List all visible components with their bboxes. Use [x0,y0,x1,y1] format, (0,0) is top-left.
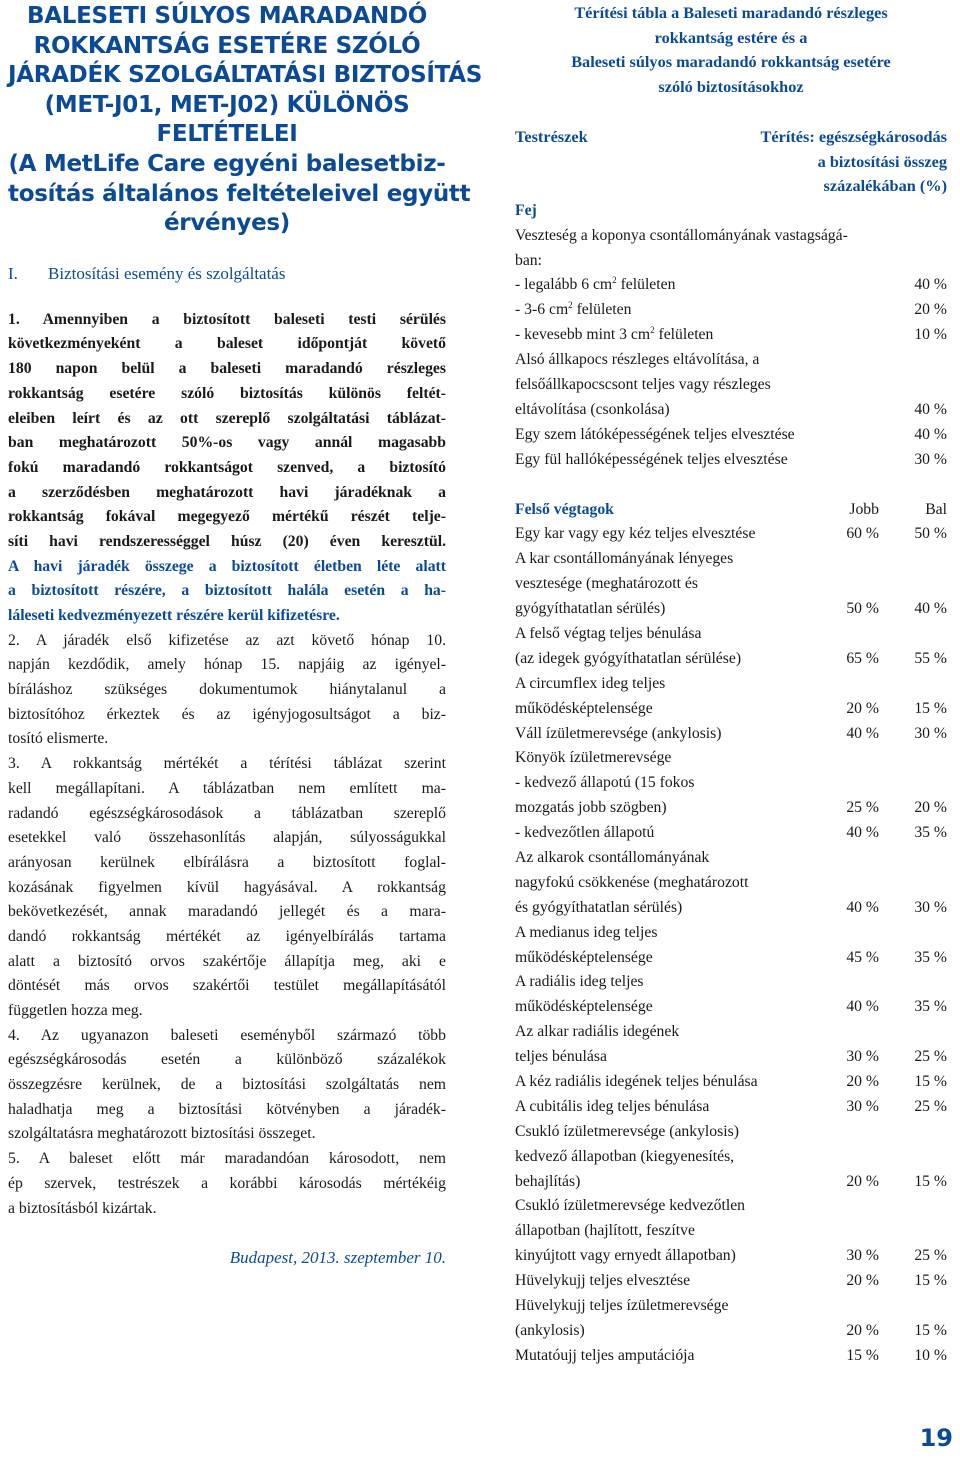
table-row [515,821,947,846]
left-column [8,0,483,1268]
table-row [515,622,947,647]
row-label: A cubitális ideg teljes bénulása [515,1097,710,1115]
table-row [515,323,947,348]
section-heading [8,260,446,288]
value-left-side: 25 % [914,1048,947,1066]
row-label: működésképtelensége [515,948,653,966]
superscript: 2 [568,300,573,311]
value-left-side: 30 % [914,898,947,916]
title-line: JÁRADÉK SZOLGÁLTATÁSI BIZTOSÍTÁS [8,62,483,89]
value-left-side: 25 % [914,1247,947,1265]
paragraph-2 [8,629,446,752]
value-left-side: 25 % [914,1097,947,1115]
value-right-side: 30 % [846,1097,879,1115]
group-heading-head [515,199,947,224]
group-heading-upper-limbs [515,498,947,523]
value-left-side: 55 % [914,649,947,667]
table-row [515,1269,947,1294]
row-label: (ankylosis) [515,1321,585,1339]
signature-date: Budapest, 2013. szeptember 10. [229,1248,446,1268]
table-row [515,1244,947,1269]
superscript: 2 [612,275,617,286]
paragraph-line: tosító elismerte. [8,730,109,748]
row-label: - kevesebb mint 3 $cm^2$ felületen [515,325,714,344]
paragraph-line: szolgáltatásra meghatározott biztosítási összeget. [8,1125,316,1143]
column-header-body-parts: Testrészek [515,126,588,146]
value-right-side: 15 % [846,1346,879,1364]
paragraph-line: 2. A járadék első kifizetése az azt követő hónap 10. [8,631,446,649]
paragraph-line: a biztosított részére, a biztosított halála esetén a ha- [8,582,446,600]
value-right-side: 25 % [846,799,879,817]
row-label: Az alkarok csontállományának [515,848,710,866]
row-label: kinyújtott vagy ernyedt állapotban) [515,1247,736,1265]
row-label: Alsó állkapocs részleges eltávolítása, a [515,351,760,369]
row-label: gyógyíthatatlan sérülés) [515,600,666,618]
value-left-side: 20 % [914,799,947,817]
table-row [515,1045,947,1070]
row-label: A kéz radiális idegének teljes bénulása [515,1072,758,1090]
group-title: Fej [515,201,537,219]
table-title-line: Térítési tábla a Baleseti maradandó részleges [574,3,888,22]
value-left-side: 50 % [914,525,947,543]
paragraph-line: síti havi rendszerességgel húsz (20) éven keresztül. [8,532,446,550]
value-right-side: 50 % [846,600,879,618]
value-right-side: 40 % [846,724,879,742]
paragraph-line: rokkantság esetére szóló biztosítás különös feltét- [8,384,446,402]
paragraph-line: 180 napon belül a baleseti maradandó részleges [8,360,446,378]
page-number: 19 [919,1424,953,1452]
value-left-side: 15 % [914,699,947,717]
table-row [515,522,947,547]
paragraph-line: dandó rokkantság mértékét az igényelbírálás tartama [8,927,446,945]
paragraph-line: biztosítóhoz érkeztek és az igényjogosultságot a biz- [8,705,446,723]
value-left-side: 10 % [914,1346,947,1364]
table-row [515,224,947,249]
column-header-compensation [761,125,947,199]
table-title-line: Baleseti súlyos maradandó rokkantság esetére [571,52,891,72]
table-row [515,921,947,946]
table-row [515,1170,947,1195]
value-right-side: 45 % [846,948,879,966]
table-row [515,1020,947,1045]
paragraph-line: 5. A baleset előtt már maradandóan károsodott, nem [8,1150,446,1168]
table-row [515,697,947,722]
table-row [515,970,947,995]
value-left-side: 40 % [914,600,947,618]
table-row [515,1120,947,1145]
value-right-side: 20 % [846,1072,879,1090]
table-title-line: szóló biztosításokhoz [658,77,804,97]
table-row [515,1319,947,1344]
column-header-left-side: Bal [925,500,947,518]
paragraph-line: kell megállapítani. A táblázatban nem említett ma- [8,779,446,797]
table-row [515,647,947,672]
title-line: érvényes) [163,210,290,237]
paragraph-line: kozásának figyelmen kívül hagyásával. A rokkantság [8,878,446,896]
row-label: Hüvelykujj teljes ízületmerevsége [515,1297,729,1314]
table-row [515,946,947,971]
row-label: - kedvezőtlen állapotú [515,824,655,842]
value-right-side: 30 % [846,1048,879,1066]
row-label: Egy kar vagy egy kéz teljes elvesztése [515,525,756,543]
table-row [515,1219,947,1244]
row-label: (az idegek gyógyíthatatlan sérülése) [515,649,742,667]
table-row [515,249,947,274]
right-column [515,0,947,1369]
paragraph-line: 1. Amennyiben a biztosított baleseti testi sérülés [8,310,446,328]
table-row [515,1095,947,1120]
table-row [515,1344,947,1369]
paragraph-line: 3. A rokkantság mértékét a térítési táblázat szerint [8,755,446,773]
row-label: - 3-6 $cm^2$ felületen [515,300,632,319]
row-label: Az alkar radiális idegének [515,1023,680,1041]
paragraph-line: 4. Az ugyanazon baleseti eseményből származó több [8,1026,446,1044]
table-row [515,423,947,448]
value-left-side: 35 % [914,998,947,1016]
paragraph-4 [8,1024,446,1147]
row-label: A radiális ideg teljes [515,973,644,991]
value-left-side: 15 % [914,1072,947,1090]
paragraph-line: láleseti kedvezményezett részére kerül kifizetésre. [8,607,340,624]
table-row [515,273,947,298]
table-row [515,672,947,697]
paragraph-line: napján kezdődik, amely hónap 15. napjáig az igényel- [8,656,446,674]
table-row [515,597,947,622]
row-label: Hüvelykujj teljes elvesztése [515,1272,691,1290]
paragraph-line: haladhatja meg a biztosítási kötvényben a járadék- [8,1100,446,1118]
row-label: Egy fül hallóképességének teljes elvesztése [515,450,788,468]
paragraph-line: esetekkel való összehasonlítás alapján, súlyosságukkal [8,829,446,847]
row-label: működésképtelensége [515,699,653,717]
paragraph-line: döntését más orvos szakértői testület megállapításától [8,977,446,995]
paragraph-line: radandó egészségkárosodások a táblázatban szereplő [8,804,446,822]
table-header [515,125,947,199]
value-left-side: 35 % [914,948,947,966]
table-row [515,1070,947,1095]
row-label: teljes bénulása [515,1048,607,1066]
table-row [515,348,947,373]
paragraph-line: bekövetkezését, annak maradandó jellegét és a mara- [8,903,446,921]
paragraph-line: egészségkárosodás esetén a különböző százalékok [8,1051,446,1069]
table-row [515,746,947,771]
title-line: (A MetLife Care egyéni balesetbiz- [8,150,446,177]
title-line: BALESETI SÚLYOS MARADANDÓ [27,3,427,29]
title-line: (MET-J01, MET-J02) KÜLÖNÖS [44,91,410,118]
value-left-side: 15 % [914,1172,947,1190]
paragraph-line: ép szervek, testrészek a korábbi károsodás mértékéig [8,1174,446,1192]
value-left-side: 35 % [914,824,947,842]
table-row [515,398,947,423]
header-line: százalékában (%) [823,176,947,196]
table-row [515,896,947,921]
row-value: 10 % [914,326,947,344]
row-label: - legalább 6 $cm^2$ felületen [515,275,676,294]
title-line: tosítás általános feltételeivel együtt [8,180,471,207]
table-row [515,796,947,821]
paragraph-line: bíráláshoz szükséges dokumentumok hiánytalanul a [8,681,446,699]
title-line: ROKKANTSÁG ESETÉRE SZÓLÓ [33,32,421,59]
table-row [515,373,947,398]
paragraph-line: rokkantság fokával megegyező mértékű részét telje- [8,508,446,526]
paragraph-line: arányosan kerülnek elbírálásra a biztosított foglal- [8,853,446,871]
paragraph-line: ban meghatározott 50%-os vagy annál magasabb [8,434,446,452]
limb-group-rows [515,522,947,1368]
row-label: vesztesége (meghatározott és [515,575,698,593]
paragraph-line: a biztosításból kizártak. [8,1199,157,1217]
paragraph-line: összegzésre kerülnek, de a biztosítási szolgáltatás nem [8,1076,446,1094]
row-label: állapotban (hajlított, feszítve [515,1222,695,1240]
row-label: Veszteség a koponya csontállományának vastagságá- [515,226,848,244]
paragraph-line: A havi járadék összege a biztosított életben léte alatt [8,557,446,575]
head-group-rows [515,224,947,473]
value-right-side: 20 % [846,1172,879,1190]
value-right-side: 40 % [846,824,879,842]
table-row [515,448,947,473]
group-title: Felső végtagok [515,500,614,518]
value-right-side: 65 % [846,649,879,667]
table-title-line: rokkantság estére és a [654,27,808,47]
table-row [515,1294,947,1319]
value-left-side: 15 % [914,1272,947,1290]
row-label: eltávolítása (csonkolása) [515,400,670,418]
value-right-side: 20 % [846,1321,879,1339]
value-right-side: 30 % [846,1247,879,1265]
row-label: Egy szem látóképességének teljes elvesztése [515,425,795,443]
row-label: mozgatás jobb szögben) [515,799,667,817]
table-row [515,1145,947,1170]
section-title: Biztosítási esemény és szolgáltatás [48,263,286,283]
title-line: FELTÉTELEI [156,121,298,148]
table-row [515,298,947,323]
table-row [515,547,947,572]
row-label: ban: [515,251,543,269]
table-row [515,572,947,597]
paragraph-1 [8,308,446,629]
row-label: kedvező állapotban (kiegyenesítés, [515,1147,735,1165]
value-right-side: 60 % [846,525,879,543]
paragraph-3 [8,752,446,1024]
row-label: Váll ízületmerevsége (ankylosis) [515,724,722,742]
table-row [515,771,947,796]
row-label: A kar csontállományának lényeges [515,550,734,568]
row-value: 40 % [914,425,947,443]
row-label: A medianus ideg teljes [515,923,658,941]
row-label: Csukló ízületmerevsége (ankylosis) [515,1122,739,1140]
row-label: felsőállkapocscsont teljes vagy részleges [515,376,771,394]
row-label: Csukló ízületmerevsége kedvezőtlen [515,1197,746,1215]
compensation-table [515,199,947,1369]
table-title [515,1,947,100]
row-label: behajlítás) [515,1172,581,1190]
group-spacer [515,473,947,498]
column-header-right-side: Jobb [849,500,879,518]
value-right-side: 40 % [846,998,879,1016]
row-label: - kedvező állapotú (15 fokos [515,774,695,792]
row-label: és gyógyíthatatlan sérülés) [515,898,683,916]
value-right-side: 20 % [846,1272,879,1290]
value-right-side: 40 % [846,898,879,916]
table-row [515,846,947,871]
value-left-side: 30 % [914,724,947,742]
row-label: Könyök ízületmerevsége [515,749,672,767]
paragraph-5 [8,1147,446,1221]
header-line: a biztosítási összeg [817,151,947,171]
table-row [515,995,947,1020]
paragraph-line: eleiben leírt és az ott szereplő szolgáltatási táblázat- [8,409,446,427]
document-title [8,2,483,239]
paragraph-line: alatt a biztosító orvos szakértője állapítja meg, aki e [8,952,446,970]
table-row [515,722,947,747]
header-line: Térítés: egészségkárosodás [760,126,947,146]
paragraph-line: fokú maradandó rokkantságot szenved, a biztosító [8,458,446,476]
row-label: Mutatóujj teljes amputációja [515,1346,695,1364]
row-label: A felső végtag teljes bénulása [515,624,702,642]
value-left-side: 15 % [914,1321,947,1339]
table-row [515,1194,947,1219]
row-value: 40 % [914,276,947,294]
paragraph-line: a szerződésben meghatározott havi járadéknak a [8,483,446,501]
row-value: 20 % [914,301,947,319]
row-label: A circumflex ideg teljes [515,674,666,692]
table-row [515,871,947,896]
row-value: 40 % [914,400,947,418]
paragraph-line: független hozza meg. [8,1002,143,1019]
row-label: nagyfokú csökkenése (meghatározott [515,873,749,891]
section-number: I. [8,263,18,283]
row-value: 30 % [914,450,947,468]
row-label: működésképtelensége [515,998,653,1016]
superscript: 2 [650,325,655,336]
paragraph-line: következményeként a baleset időpontját követő [8,335,446,353]
value-right-side: 20 % [846,699,879,717]
